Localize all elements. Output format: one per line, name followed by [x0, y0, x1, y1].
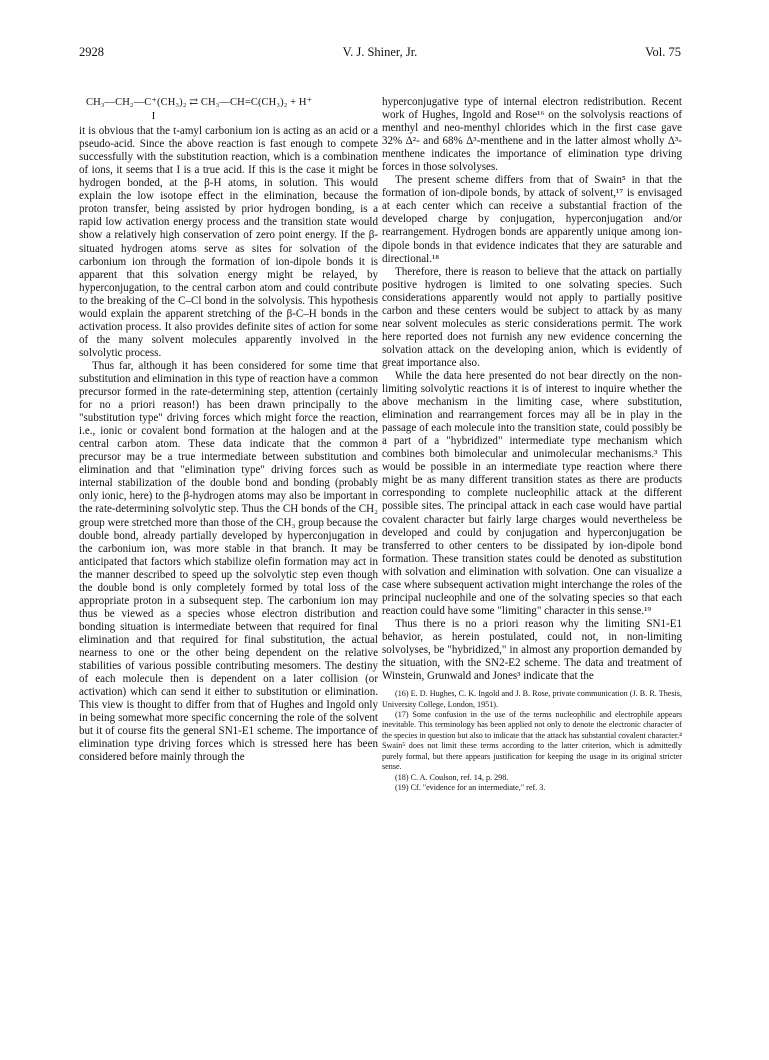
- footnote-16: (16) E. D. Hughes, C. K. Ingold and J. B. Rose, private communication (J. B. R. Thesis, University College, London, 1951).: [382, 689, 682, 709]
- running-header: [79, 45, 681, 63]
- running-title: V. J. Shiner, Jr.: [342, 45, 418, 59]
- footnote-18: (18) C. A. Coulson, ref. 14, p. 298.: [395, 772, 509, 782]
- right-column: [382, 96, 682, 794]
- footnotes: [382, 689, 682, 794]
- right-paragraph-1: hyperconjugative type of internal electron redistribution. Recent work of Hughes, Ingold and Rose¹⁶ on the solvolysis reactions of menthyl and neo-menthyl chlorides which in the first case gave 32% Δ²- and 68% Δ³-menthene and in the latter almost wholly Δ³-menthene indicates the importance of elimination type driving forces in those solvolyses.: [382, 96, 682, 174]
- volume-label: Vol. 75: [645, 45, 681, 59]
- left-paragraph-1: it is obvious that the t-amyl carbonium ion is acting as an acid or a pseudo-acid. Since the above reaction is fast enough to compete successfully with the substitution reaction, which is a combination of ions, it seems that I is a true acid. If this is the case it might be hydrogen bonded, at the β-H atoms, in solution. This would explain the low isotope effect in the elimination, because the proton transfer, being assisted by prior hydrogen bonding, is a rapid low activation energy process and the transition state would show a relatively high conservation of zero point energy. If the β-situated hydrogen atoms serve as sites for solvation of the carbonium ion through the formation of ion-dipole bonds it is apparent that this solvation energy might be relayed, by hyperconjugation, to the central carbon atom and could contribute to the breaking of the C–Cl bond in the solvolysis. This hypothesis would explain the apparent stretching of the β-C–H bonds in the activation process. It also provides definite sites of action for some of the many solvent molecules apparently involved in the solvolytic process.: [79, 125, 378, 359]
- right-paragraph-5: Thus there is no a priori reason why the limiting SN1-E1 behavior, as herein postulated, could not, in non-limiting solvolyses, be "hybridized," in almost any proportion demanded by the situation, with the SN2-E2 scheme. The data and treatment of Winstein, Grunwald and Jones³ indicate that the: [382, 617, 682, 683]
- left-paragraph-2: Thus far, although it has been considered for some time that substitution and elimination in this type of reaction have a common precursor formed in the rate-determining step, attention (certainly for no a priori reason!) has been drawn principally to the "substitution type" driving forces which might force the reaction, i.e., ionic or covalent bond formation at the halogen and at the central carbon atom. These data indicate that the common precursor may be a true intermediate between substitution and elimination and that "elimination type" driving forces such as internal stabilization of the double bond and bonding (probably only ionic, here) to the β-hydrogen atoms may also be important in the rate-determining solvolytic step. Thus the CH bonds of the CH₂ group were stretched more than those of the CH₃ group because the double bond, already partially developed by hyperconjugation in the carbonium ion, was more stable in that branch. It may be anticipated that factors which stabilize olefin formation may act in the manner described to speed up the solvolytic step even though the double bond is only completely formed by total loss of the appropriate proton in a subsequent step. The carbonium ion may thus be viewed as a species whose electron distribution and bonding situation is intermediate between that required for final elimination and that required for final substitution, the actual nearness to one or the other being dependent on the relative stabilities of various possible contributing mesomers. The destiny of each molecule then is dependent on a later collision (or activation) which can send it either to substitution or elimination. This view is thought to differ from that of Hughes and Ingold only in being somewhat more specific concerning the role of the solvent but it of course fits the general SN1-E1 scheme. The importance of elimination type driving forces which is stressed here has been considered before mainly through the: [79, 359, 378, 764]
- right-paragraph-4: While the data here presented do not bear directly on the non-limiting solvolytic reactions it is of interest to inquire whether the above mechanism in the limiting case, where substitution, elimination and rearrangement forces may all be in play in the passage of each molecule into the transition state, could possibly be a part of a "hybridized" intermediate type mechanism which combines both bimolecular and unimolecular mechanisms.³ This would be possible in an intermediate type reaction where there might be as many different transition states as there are products corresponding to complete nucleophilic attack at the different possible sites. The principal attack in each case would have partial covalent character but fairly large charges would nevertheless be developed and could by conjugation and hyperconjugation be transferred to other centers to be dissipated by ion-dipole bond formation. These transition states could be denoted as substitution with solvation and elimination with solvation. One can visualize a case where subsequent activation might interchange the roles of the principal nucleophile and one of the solvating species so that each reaction could have some "limiting" character in this sense.¹⁹: [382, 369, 682, 617]
- left-column: [79, 96, 378, 764]
- page-number: 2928: [79, 45, 104, 59]
- footnote-17: (17) Some confusion in the use of the terms nucleophilic and electrophile appears inevitable. This terminology has been applied not only to denote the electronic character of the species in question but also to indicate that the attack has substantial covalent character.⁴ Swain⁵ does not limit these terms according to the latter criterion, which is admittedly purely formal, but there appears justification for keeping the usage in its original stricter sense.: [382, 710, 682, 772]
- right-paragraph-3: Therefore, there is reason to believe that the attack on partially positive hydrogen is limited to one solvating species. Such considerations apparently would not apply to partially positive carbon and these centers would be subject to attack by as many near solvent molecules as steric considerations permit. The work here reported does not furnish any new evidence concerning the solvation attack on the developing anion, which is evidently of great importance also.: [382, 265, 682, 369]
- right-paragraph-2: The present scheme differs from that of Swain⁵ in that the formation of ion-dipole bonds, by attack of solvent,¹⁷ is envisaged at each center which can receive a substantial fraction of the developed charge by conjugation, hyperconjugation and/or rearrangement. Hydrogen bonds are apparently unique among ion-dipole bonds in that evidence indicates that they are saturable and directional.¹⁸: [382, 174, 682, 265]
- reaction-equation: CH₃—CH₂—C⁺(CH₃)₂ ⇄ CH₃—CH=C(CH₃)₂ + H⁺: [86, 97, 313, 108]
- footnote-19: (19) Cf. "evidence for an intermediate," ref. 3.: [395, 783, 546, 793]
- equation-number: I: [151, 111, 156, 123]
